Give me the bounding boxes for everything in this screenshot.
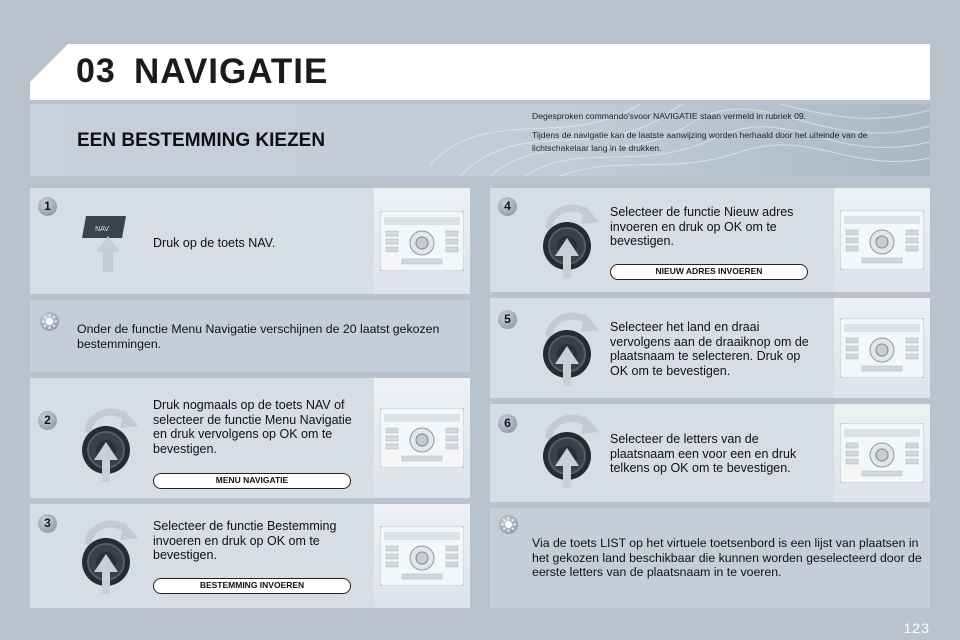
radio-panel-image [374, 378, 470, 498]
step-3-text: Selecteer de functie Bestemming invoeren en druk op OK om te bevestigen. [153, 519, 337, 562]
radio-unit-icon [380, 211, 464, 271]
chapter-title: NAVIGATIE [134, 52, 329, 91]
step-2-function-label: MENU NAVIGATIE [153, 473, 351, 489]
rotary-knob-icon [74, 516, 138, 596]
svg-text:NAV: NAV [95, 226, 109, 233]
rotary-knob-icon [74, 404, 138, 484]
radio-panel-image [834, 404, 930, 502]
tip-2-text: Via de toets LIST op het virtuele toetsenbord is een lijst van plaatsen in het gekozen land beschikbaar die kunnen worden geselecteerd door de eerste letters van de plaatsnaam in te voeren. [532, 536, 922, 579]
radio-unit-icon [840, 318, 924, 378]
intro-voice-commands: Degesproken commando'svoor NAVIGATIE staan vermeld in rubriek 09. [532, 111, 807, 121]
tip-1-text: Onder de functie Menu Navigatie verschijnen de 20 laatst gekozen bestemmingen. [77, 322, 440, 351]
lightbulb-icon [499, 515, 518, 534]
step-4-function-label: NIEUW ADRES INVOEREN [610, 264, 808, 280]
intro-notes [532, 110, 922, 155]
radio-unit-icon [840, 210, 924, 270]
radio-panel-image [834, 298, 930, 398]
step-6-number: 6 [498, 414, 517, 433]
step-3-number: 3 [38, 514, 57, 533]
rotary-knob-icon [535, 308, 599, 388]
page-number: 123 [903, 620, 930, 636]
step-4-text: Selecteer de functie Nieuw adres invoeren en druk op OK om te bevestigen. [610, 205, 794, 248]
step-1-text: Druk op de toets NAV. [153, 236, 276, 250]
radio-unit-icon [840, 423, 924, 483]
radio-unit-icon [380, 408, 464, 468]
step-2-text: Druk nogmaals op de toets NAV of selecteer de functie Menu Navigatie en druk vervolgens op OK om te bevestigen. [153, 398, 352, 456]
step-2-number: 2 [38, 411, 57, 430]
nav-button-icon [78, 214, 134, 274]
radio-unit-icon [380, 526, 464, 586]
lightbulb-icon [40, 312, 59, 331]
step-3-function-label: BESTEMMING INVOEREN [153, 578, 351, 594]
step-5-number: 5 [498, 310, 517, 329]
radio-panel-image [834, 188, 930, 292]
rotary-knob-icon [535, 410, 599, 490]
step-1-number: 1 [38, 197, 57, 216]
rotary-knob-icon [535, 200, 599, 280]
step-5-text: Selecteer het land en draai vervolgens aan de draaiknop om de plaatsnaam te selecteren. Druk op OK om te bevestigen. [610, 320, 809, 378]
radio-panel-image [374, 504, 470, 608]
intro-repeat-instruction: Tijdens de navigatie kan de laatste aanwijzing worden herhaald door het uiteinde van de lichtschakelaar lang in te drukken. [532, 130, 868, 153]
radio-panel-image [374, 188, 470, 294]
step-4-number: 4 [498, 197, 517, 216]
section-title: EEN BESTEMMING KIEZEN [77, 130, 326, 151]
chapter-number: 03 [76, 52, 116, 90]
step-6-text: Selecteer de letters van de plaatsnaam een voor een en druk telkens op OK om te bevestigen. [610, 432, 797, 475]
